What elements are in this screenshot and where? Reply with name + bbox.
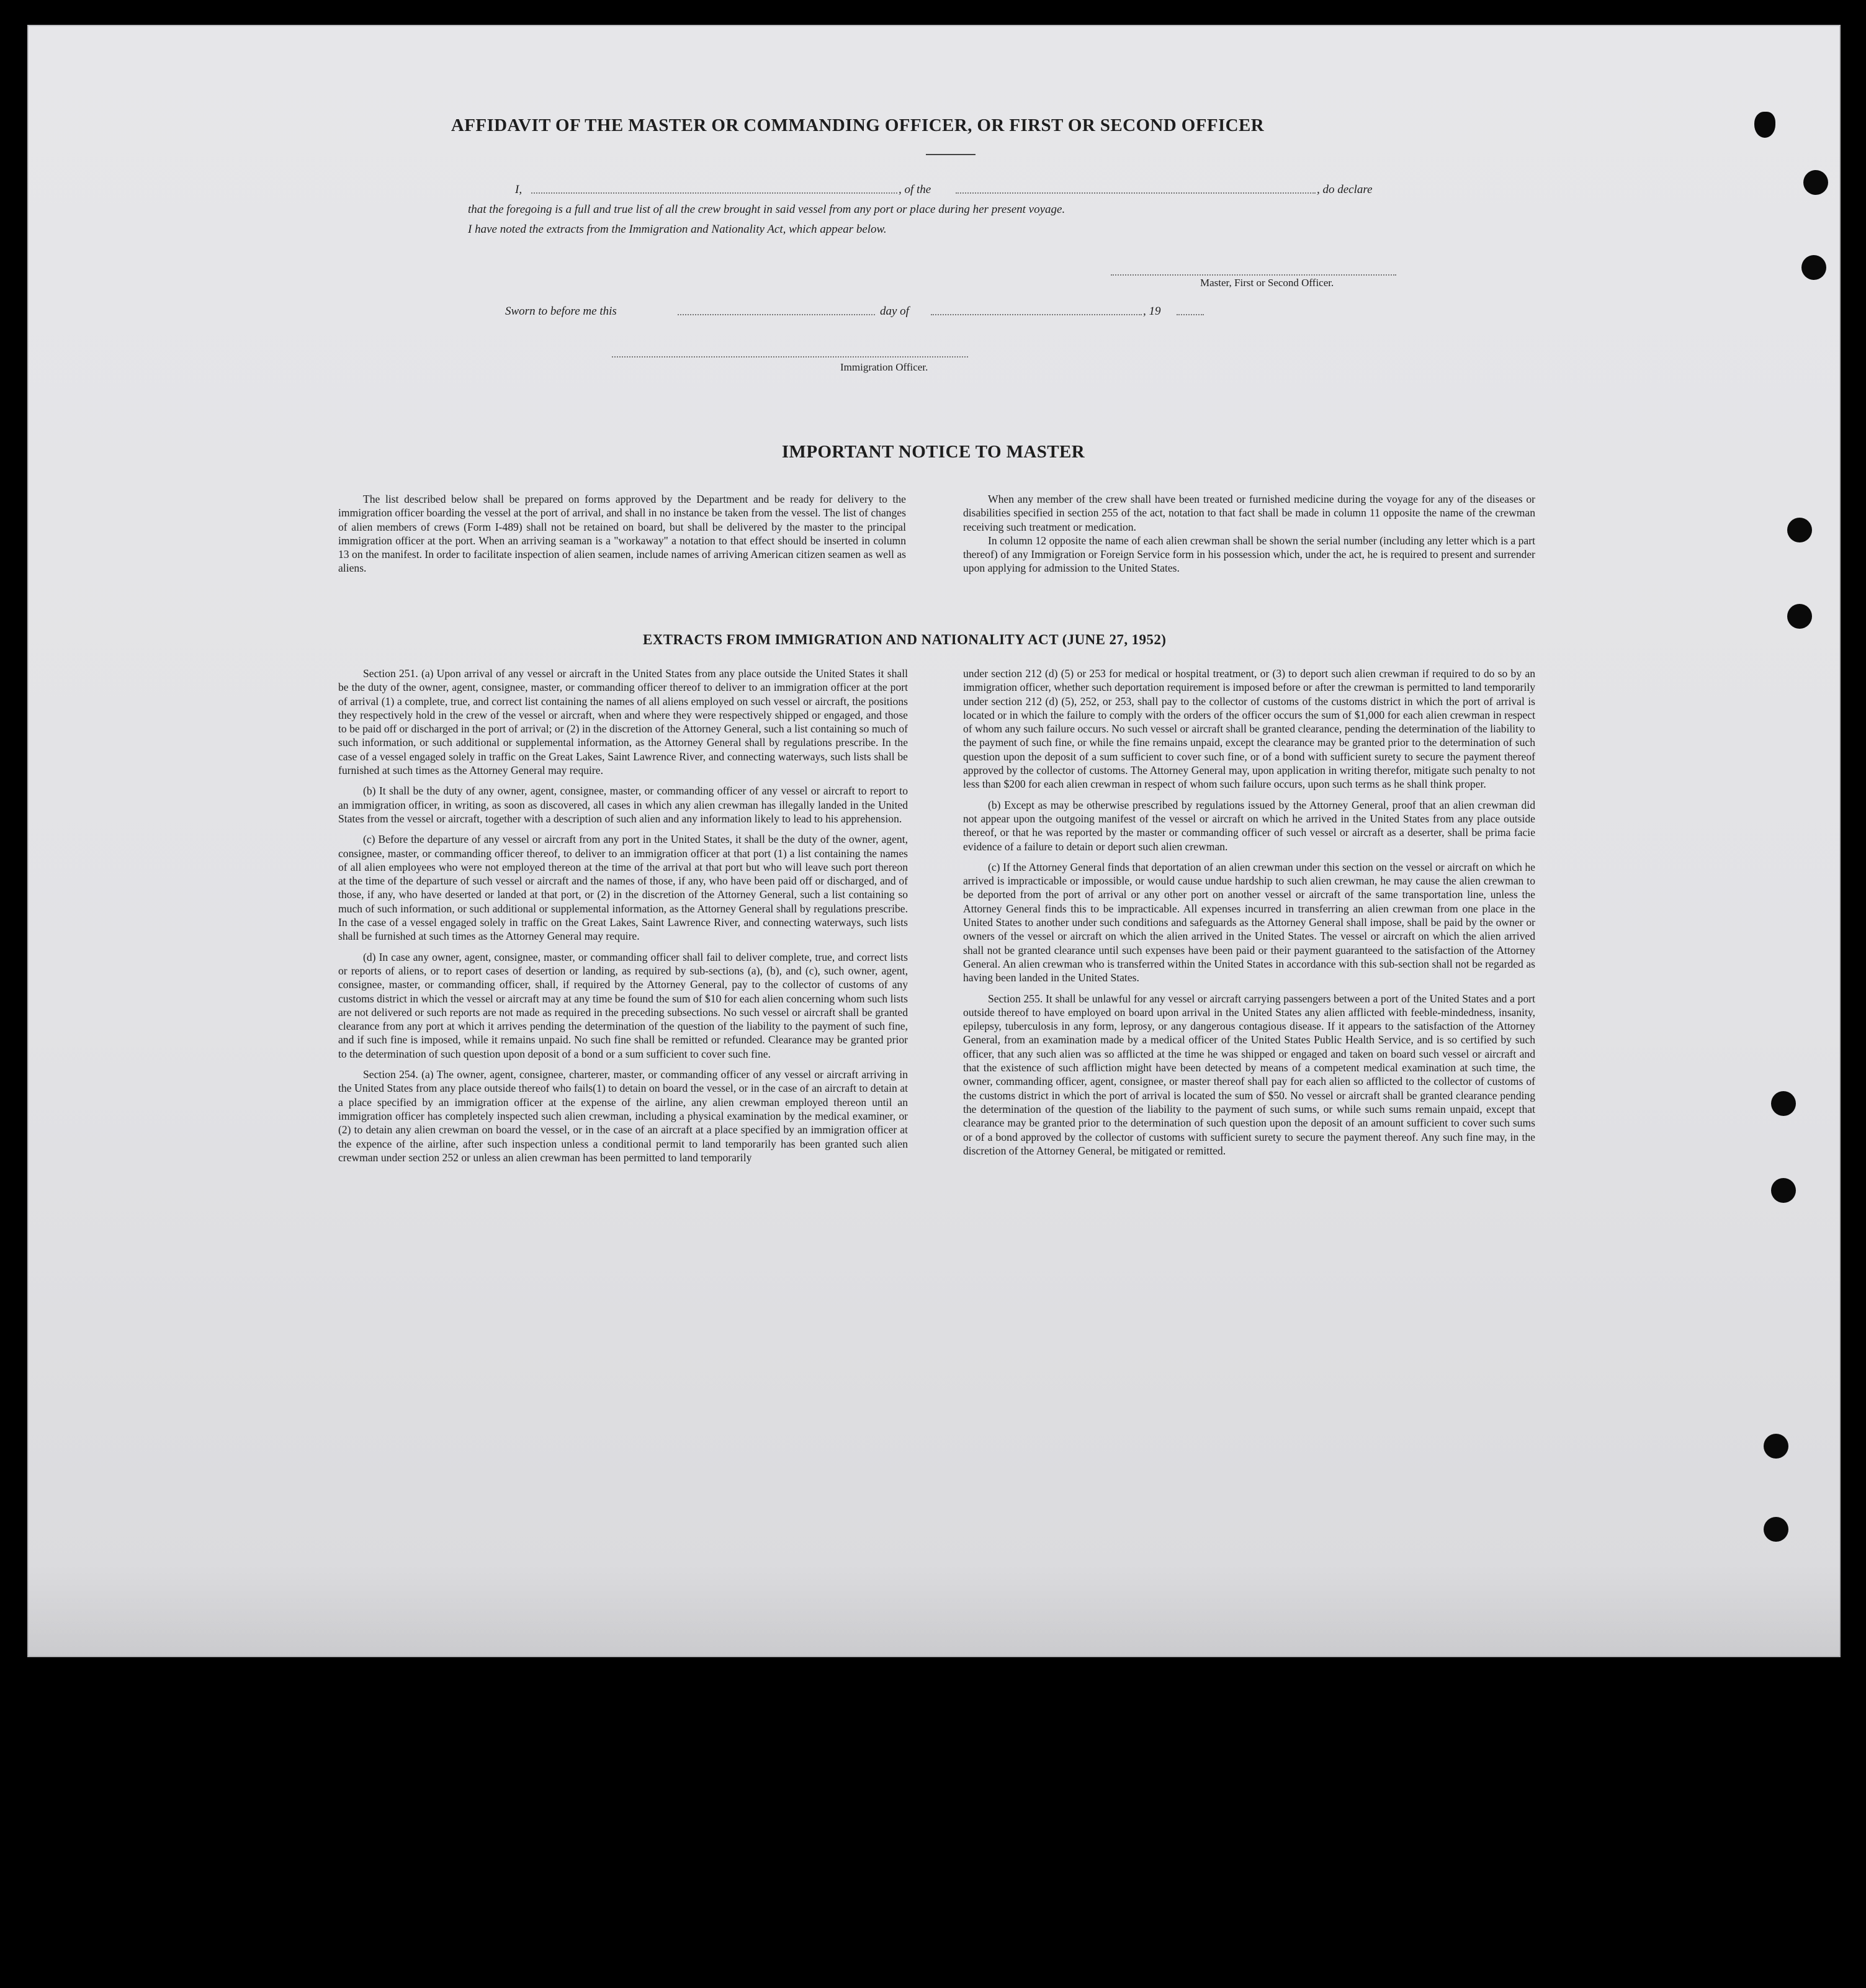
declare-line-mid: , of the xyxy=(899,183,931,196)
declare-line-2: that the foregoing is a full and true list of all the crew brought in said vessel from any port or place during her present voyage. xyxy=(468,203,1065,216)
notice-left-column xyxy=(338,492,906,575)
notice-right-paragraph-2: In column 12 opposite the name of each alien crewman shall be shown the serial number (including any letter which is a part thereof) of any Immigration or Foreign Service form in his possession which, under the act, he is required to present and surrender upon applying for admission to the United States. xyxy=(963,534,1535,575)
affidavit-title: AFFIDAVIT OF THE MASTER OR COMMANDING OFFICER, OR FIRST OR SECOND OFFICER xyxy=(451,115,1265,135)
punch-hole-5 xyxy=(1771,1091,1796,1116)
declare-line-3: I have noted the extracts from the Immigration and Nationality Act, which appear below. xyxy=(468,223,887,236)
section-251-a: Section 251. (a) Upon arrival of any vessel or aircraft in the United States from any place outside the United States it shall be the duty of the owner, agent, consignee, master, or commanding officer thereof to deliver to an immigration officer at the port of arrival (1) a complete, true, and correct list containing the names of all aliens employed on such vessel or aircraft, the positions they respectively hold in the crew of the vessel or aircraft, when and where they were respectively shipped or engaged, and those to be paid off or discharged in the port of arrival; or (2) in the discretion of the Attorney General, such a list containing so much of such information, or such additional or supplemental information, as the Attorney General shall by regulations prescribe. In the case of a vessel engaged solely in traffic on the Great Lakes, Saint Lawrence River, and connecting waterways, such lists shall be furnished at such times as the Attorney General may require. xyxy=(338,667,908,777)
punch-hole-4 xyxy=(1787,604,1812,629)
extracts-title: EXTRACTS FROM IMMIGRATION AND NATIONALITY ACT (JUNE 27, 1952) xyxy=(643,632,1167,647)
section-251-c: (c) Before the departure of any vessel or aircraft from any port in the United States, it shall be the duty of the owner, agent, consignee, master, or commanding officer thereof, to deliver to an immigration officer at that port (1) a list containing the names of all alien employees who were not employed thereon at the time of the arrival at that port but who will leave such port thereon at the time of the departure of such vessel or aircraft and the names of those, if any, who have been paid off or discharged, and of those, if any, who have deserted or landed at that port, or (2) in the discretion of the Attorney General, such a list containing so much of such information, or such additional or supplemental information, as the Attorney General shall by regulations prescribe. In the case of a vessel engaged solely in traffic on the Great Lakes, Saint Lawrence River, and connecting waterways, such lists shall be furnished at such times as the Attorney General may require. xyxy=(338,833,908,943)
immigration-officer-signature-line[interactable] xyxy=(612,348,968,358)
section-251-d: (d) In case any owner, agent, consignee, master, or commanding officer shall fail to deliver complete, true, and correct lists or reports of aliens, or to report cases of desertion or landing, as required by sub-sections (a), (b), and (c), such owner, agent, consignee, master, or commanding officer, shall, if required by the Attorney General, pay to the collector of customs of any customs district in which the vessel or aircraft may at any time be found the sum of $10 for each alien concerning whom such lists are not delivered or such reports are not made as required in the preceding subsections. No such vessel or aircraft shall be granted clearance from any port at which it arrives pending the determination of the question of the liability to the payment of such fine, and if such fine is imposed, while it remains unpaid. No such fine shall be remitted or refunded. Clearance may be granted prior to the determination of such question upon deposit of a bond or a sum sufficient to cover such fine. xyxy=(338,950,908,1060)
sworn-year-label: , 19 xyxy=(1143,305,1161,318)
punch-hole-1 xyxy=(1803,170,1828,195)
title-rule xyxy=(926,154,976,155)
section-255: Section 255. It shall be unlawful for any vessel or aircraft carrying passengers between a port of the United States and a port outside thereof to have employed on board upon arrival in the United States any alien afflicted with feeble-mindedness, insanity, epilepsy, tuberculosis in any form, leprosy, or any dangerous contagious disease. If it appears to the satisfaction of the Attorney General, from an examination made by a medical officer of the United States Public Health Service, and is so certified by such officer, that any such alien was so afflicted at the time he was shipped or engaged and taken on board such vessel or aircraft and that the existence of such affliction might have been detected by means of a competent medical examination at such time, the owner, commanding officer, agent, consignee, or master thereof shall pay for each alien so afflicted to the collector of customs of the customs district in which the port of arrival is located the sum of $50. No vessel or aircraft shall be granted clearance pending the determination of the question of the liability to the payment of such sums, or while such sums remain unpaid, except that clearance may be granted prior to the determination of such question upon the deposit of an amount sufficient to cover such sums or of a bond approved by the collector of customs with sufficient surety to secure the payment thereof. Any such fine may, in the discretion of the Attorney General, be mitigated or remitted. xyxy=(963,992,1535,1157)
declare-line-end: , do declare xyxy=(1317,183,1373,196)
master-signature-line[interactable] xyxy=(1111,266,1396,276)
sworn-start: Sworn to before me this xyxy=(505,305,617,318)
notice-title: IMPORTANT NOTICE TO MASTER xyxy=(781,442,1085,462)
punch-hole-8 xyxy=(1764,1517,1788,1542)
sworn-day-label: day of xyxy=(880,305,909,318)
punch-hole-2 xyxy=(1801,255,1826,280)
sworn-month-field[interactable] xyxy=(931,305,1142,315)
master-signature-label: Master, First or Second Officer. xyxy=(1200,277,1334,289)
notice-left-paragraph: The list described below shall be prepared on forms approved by the Department and be ready for delivery to the immigration officer boarding the vessel at the port of arrival, and shall in no instance be taken from the vessel. The list of changes of alien members of crews (Form I-489) shall not be retained on board, but shall be delivered by the master to the principal immigration officer at the port. When an arriving seaman is a "workaway" a notation to that effect should be inserted in column 13 on the manifest. In order to facilitate inspection of alien seamen, include names of arriving American citizen seamen as well as aliens. xyxy=(338,493,906,575)
document-page xyxy=(27,25,1841,1657)
declare-line-start: I, xyxy=(515,183,523,196)
immigration-officer-label: Immigration Officer. xyxy=(840,361,928,373)
punch-hole-7 xyxy=(1764,1434,1788,1459)
section-251-b: (b) It shall be the duty of any owner, agent, consignee, master, or commanding officer of any vessel or aircraft to report to an immigration officer, in writing, as soon as discovered, all cases in which any alien crewman has illegally landed in the United States from the vessel or aircraft, together with a description of such alien and any information likely to lead to his apprehension. xyxy=(338,785,908,825)
sworn-day-field[interactable] xyxy=(678,305,875,315)
sworn-year-field[interactable] xyxy=(1177,305,1204,315)
name-field[interactable] xyxy=(531,184,897,194)
vessel-field[interactable] xyxy=(956,184,1316,194)
section-254-a-continued: under section 212 (d) (5) or 253 for medical or hospital treatment, or (3) to deport such alien crewman if required to do so by an immigration officer, whether such deportation requirement is imposed before or after the crewman is permitted to land temporarily under section 212 (d) (5), 252, or 253, shall pay to the collector of customs of the customs district in which the port of arrival is located or in which the failure to comply with the orders of the officer occurs the sum of $1,000 for each alien crewman in respect of whom any such failure occurs. No such vessel or aircraft shall be granted clearance, pending the determination of the liability to the payment of such fine, or while the fine remains unpaid, except the clearance may be granted prior to the determination of such question upon the deposit of a sum sufficient to cover such fine, or of a bond with sufficient surety to secure the payment thereof approved by the collector of customs. The Attorney General may, upon application in writing therefor, mitigate such penalty to not less than $200 for each alien crewman in respect of whom such failure occurs, upon such terms as he shall think proper. xyxy=(963,667,1535,791)
notice-right-paragraph-1: When any member of the crew shall have been treated or furnished medicine during the voyage for any of the diseases or disabilities specified in section 255 of the act, notation to that fact shall be made in column 11 opposite the name of the crewman receiving such treatment or medication. xyxy=(963,493,1535,533)
notice-right-column xyxy=(963,492,1535,575)
extracts-left-column xyxy=(338,667,908,1164)
extracts-right-column xyxy=(963,667,1535,1158)
torn-corner-mark xyxy=(1754,112,1775,138)
punch-hole-6 xyxy=(1771,1178,1796,1203)
section-254-c: (c) If the Attorney General finds that deportation of an alien crewman under this section on the vessel or aircraft on which he arrived is impracticable or impossible, or would cause undue hardship to such alien crewman, he may cause the alien crewman to be deported from the port of arrival or any other port on another vessel or aircraft of the same transportation line, unless the Attorney General finds this to be impracticable. All expenses incurred in transferring an alien crewman from one place in the United States to another under such conditions and safeguards as the Attorney General shall impose, shall be paid by the owner or owners of the vessel or aircraft on which the alien arrived in the United States. The vessel or aircraft on which the alien arrived shall not be granted clearance until such expenses have been paid or their payment guaranteed to the satisfaction of the Attorney General. An alien crewman who is transferred within the United States in accordance with this sub-section shall not be regarded as having been landed in the United States. xyxy=(963,860,1535,984)
section-254-a: Section 254. (a) The owner, agent, consignee, charterer, master, or commanding officer of any vessel or aircraft arriving in the United States from any place outside thereof who fails(1) to detain on board the vessel, or in the case of an aircraft to detain at a place specified by an immigration officer at the expense of the airline, any alien crewman employed thereon until an immigration officer has completely inspected such alien crewman, including a physical examination by the medical examiner, or (2) to detain any alien crewman on board the vessel, or in the case of an aircraft at a place specified by an immigration officer at the expence of the airline, after such inspection unless a conditional permit to land temporarily has been granted such alien crewman under section 252 or unless an alien crewman has been permitted to land temporarily xyxy=(338,1068,908,1164)
section-254-b: (b) Except as may be otherwise prescribed by regulations issued by the Attorney General, proof that an alien crewman did not appear upon the outgoing manifest of the vessel or aircraft on which he arrived in the United States from any place outside thereof, or that he was reported by the master or commanding officer of such vessel or aircraft as a deserter, shall be prima facie evidence of a failure to detain or deport such alien crewman. xyxy=(963,798,1535,853)
punch-hole-3 xyxy=(1787,518,1812,542)
page-bottom-shade xyxy=(27,1564,1841,1657)
